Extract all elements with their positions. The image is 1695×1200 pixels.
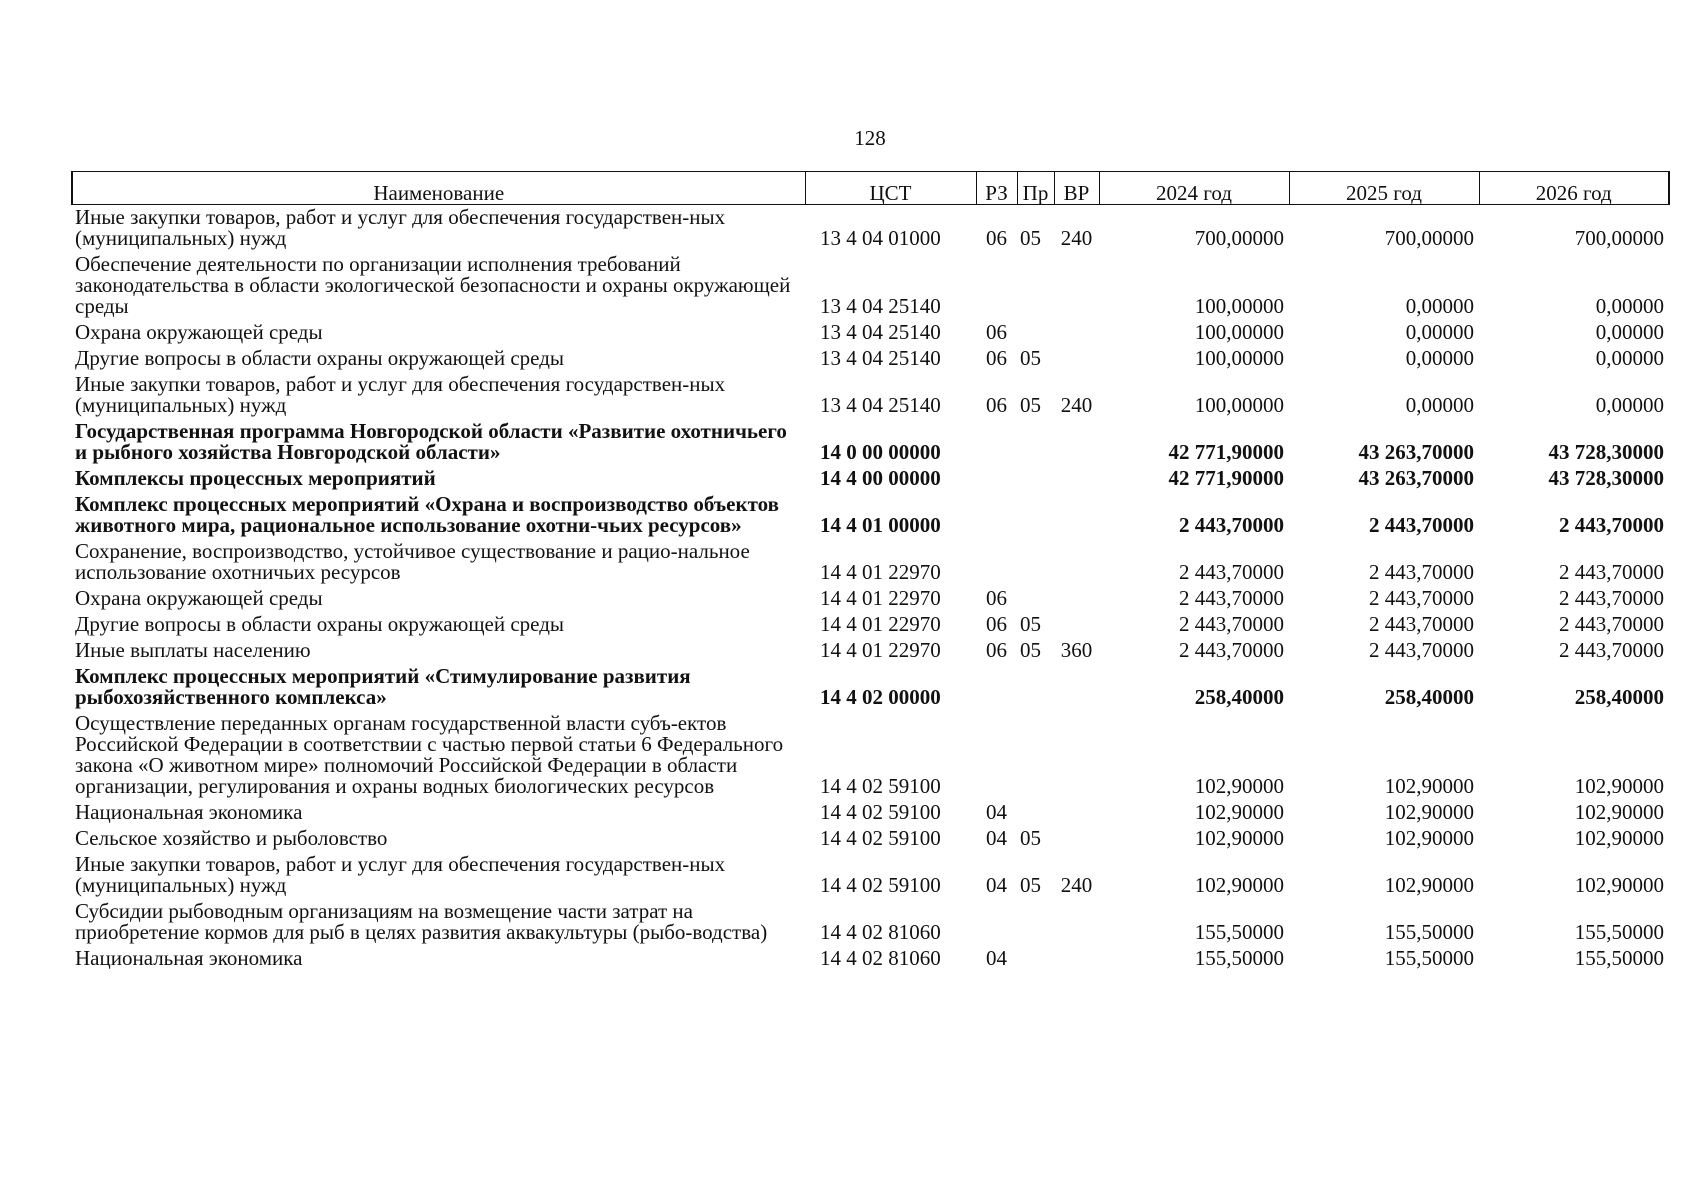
- cell-2026: 700,00000: [1574, 226, 1664, 250]
- cell-pr: 05: [1020, 826, 1041, 850]
- cell-2026: 0,00000: [1595, 393, 1664, 417]
- cell-cst: 14 4 01 22970: [820, 586, 941, 610]
- table-header: [72, 172, 1669, 205]
- cell-name: Государственная программа Новгородской области «Развитие охотничьего и рыбного хозяйства Новгородской области»: [75, 419, 787, 464]
- table-row: [72, 664, 1669, 711]
- cell-cst: 14 4 02 81060: [820, 920, 941, 944]
- cell-2026: 0,00000: [1595, 346, 1664, 370]
- cell-rz: 06: [986, 612, 1007, 636]
- cell-name: Субсидии рыбоводным организациям на возмещение части затрат на приобретение кормов для рыб в целях развития аквакультуры (рыбо-водства): [75, 899, 768, 944]
- cell-rz: [976, 711, 1017, 800]
- table-row: [72, 346, 1669, 372]
- cell-2026: 2 443,70000: [1559, 586, 1664, 610]
- cell-2026: 102,90000: [1574, 800, 1664, 824]
- cell-pr: [1017, 320, 1054, 346]
- cell-2025: 102,90000: [1384, 873, 1474, 897]
- cell-2024: 102,90000: [1194, 873, 1284, 897]
- cell-2024: 258,40000: [1194, 685, 1284, 709]
- cell-cst: 14 4 02 59100: [820, 774, 941, 798]
- cell-2024: 42 771,90000: [1168, 466, 1284, 490]
- cell-pr: 05: [1020, 346, 1041, 370]
- cell-rz: [976, 539, 1017, 586]
- cell-2024: 2 443,70000: [1179, 586, 1284, 610]
- cell-2025: 0,00000: [1405, 294, 1474, 318]
- cell-2024: 155,50000: [1194, 946, 1284, 970]
- cell-2024: 102,90000: [1194, 800, 1284, 824]
- cell-pr: [1017, 899, 1054, 946]
- table-row: [72, 492, 1669, 539]
- cell-cst: 13 4 04 25140: [820, 320, 941, 344]
- cell-rz: [976, 466, 1017, 492]
- cell-vr: [1054, 320, 1099, 346]
- cell-2025: 102,90000: [1384, 800, 1474, 824]
- cell-2025: 155,50000: [1384, 946, 1474, 970]
- cell-2025: 2 443,70000: [1369, 638, 1474, 662]
- table-row: [72, 946, 1669, 972]
- cell-cst: 14 4 02 59100: [820, 873, 941, 897]
- header-cst: ЦСТ: [805, 172, 976, 205]
- cell-2024: 100,00000: [1194, 346, 1284, 370]
- cell-rz: 04: [986, 873, 1007, 897]
- cell-2026: 102,90000: [1574, 873, 1664, 897]
- cell-rz: 06: [986, 638, 1007, 662]
- cell-pr: [1017, 492, 1054, 539]
- cell-cst: 14 4 01 22970: [820, 612, 941, 636]
- cell-2026: 155,50000: [1574, 920, 1664, 944]
- cell-pr: [1017, 586, 1054, 612]
- cell-rz: [976, 252, 1017, 320]
- cell-vr: [1054, 612, 1099, 638]
- cell-pr: 05: [1020, 612, 1041, 636]
- cell-2024: 2 443,70000: [1179, 638, 1284, 662]
- cell-2024: 100,00000: [1194, 320, 1284, 344]
- cell-vr: [1054, 586, 1099, 612]
- table-row: [72, 205, 1669, 253]
- table-row: [72, 372, 1669, 419]
- cell-vr: [1054, 664, 1099, 711]
- cell-name: Иные закупки товаров, работ и услуг для обеспечения государствен-ных (муниципальных) нужд: [75, 372, 726, 417]
- header-pr: Пр: [1017, 172, 1054, 205]
- cell-cst: 13 4 04 25140: [820, 294, 941, 318]
- cell-vr: [1054, 346, 1099, 372]
- table-row: [72, 899, 1669, 946]
- cell-2024: 102,90000: [1194, 774, 1284, 798]
- cell-rz: 06: [986, 393, 1007, 417]
- cell-2025: 155,50000: [1384, 920, 1474, 944]
- cell-2026: 155,50000: [1574, 946, 1664, 970]
- header-name: Наименование: [72, 172, 805, 205]
- cell-name: Другие вопросы в области охраны окружающей среды: [75, 346, 564, 370]
- cell-2024: 155,50000: [1194, 920, 1284, 944]
- cell-rz: [976, 899, 1017, 946]
- cell-2025: 2 443,70000: [1369, 560, 1474, 584]
- cell-name: Охрана окружающей среды: [75, 586, 323, 610]
- header-2026: 2026 год: [1479, 172, 1669, 205]
- cell-pr: 05: [1020, 226, 1041, 250]
- cell-2026: 2 443,70000: [1559, 560, 1664, 584]
- cell-pr: 05: [1020, 873, 1041, 897]
- cell-vr: [1054, 419, 1099, 466]
- cell-cst: 14 0 00 00000: [820, 440, 941, 464]
- cell-name: Охрана окружающей среды: [75, 320, 323, 344]
- cell-vr: 360: [1060, 638, 1093, 662]
- cell-2026: 0,00000: [1595, 320, 1664, 344]
- table-row: [72, 419, 1669, 466]
- cell-vr: [1054, 252, 1099, 320]
- table-row: [72, 320, 1669, 346]
- header-row: [72, 172, 1669, 205]
- cell-cst: 13 4 04 25140: [820, 346, 941, 370]
- cell-vr: [1054, 826, 1099, 852]
- cell-2025: 0,00000: [1405, 320, 1474, 344]
- cell-cst: 14 4 00 00000: [820, 466, 941, 490]
- cell-vr: [1054, 800, 1099, 826]
- table-body: [72, 205, 1669, 973]
- cell-2026: 258,40000: [1574, 685, 1664, 709]
- cell-cst: 14 4 02 00000: [820, 685, 941, 709]
- cell-vr: [1054, 946, 1099, 972]
- cell-vr: 240: [1060, 226, 1093, 250]
- cell-cst: 14 4 01 22970: [820, 638, 941, 662]
- cell-pr: [1017, 466, 1054, 492]
- cell-name: Комплекс процессных мероприятий «Охрана и воспроизводство объектов животного мира, рациональное использование охотни-чьих ресурсов»: [75, 492, 779, 537]
- cell-2025: 700,00000: [1384, 226, 1474, 250]
- cell-2026: 102,90000: [1574, 774, 1664, 798]
- cell-2026: 43 728,30000: [1548, 466, 1664, 490]
- cell-vr: [1054, 711, 1099, 800]
- cell-2025: 2 443,70000: [1369, 612, 1474, 636]
- cell-cst: 14 4 01 22970: [820, 560, 941, 584]
- cell-vr: 240: [1060, 873, 1093, 897]
- cell-vr: [1054, 466, 1099, 492]
- cell-rz: [976, 492, 1017, 539]
- cell-pr: [1017, 419, 1054, 466]
- cell-2024: 2 443,70000: [1179, 513, 1284, 537]
- cell-cst: 13 4 04 25140: [820, 393, 941, 417]
- table-row: [72, 252, 1669, 320]
- cell-vr: [1054, 899, 1099, 946]
- cell-2024: 102,90000: [1194, 826, 1284, 850]
- cell-2025: 2 443,70000: [1369, 513, 1474, 537]
- cell-name: Иные выплаты населению: [75, 638, 311, 662]
- cell-vr: 240: [1060, 393, 1093, 417]
- cell-rz: 04: [986, 826, 1007, 850]
- cell-2024: 100,00000: [1194, 393, 1284, 417]
- cell-cst: 14 4 02 81060: [820, 946, 941, 970]
- budget-table: [71, 171, 1670, 972]
- cell-2024: 100,00000: [1194, 294, 1284, 318]
- cell-rz: 04: [986, 800, 1007, 824]
- cell-2025: 102,90000: [1384, 826, 1474, 850]
- cell-cst: 13 4 04 01000: [820, 226, 941, 250]
- cell-name: Иные закупки товаров, работ и услуг для обеспечения государствен-ных (муниципальных) нужд: [75, 852, 726, 897]
- cell-pr: [1017, 711, 1054, 800]
- header-rz: РЗ: [976, 172, 1017, 205]
- cell-2025: 43 263,70000: [1358, 440, 1474, 464]
- cell-2026: 43 728,30000: [1548, 440, 1664, 464]
- cell-pr: 05: [1020, 393, 1041, 417]
- cell-2024: 2 443,70000: [1179, 612, 1284, 636]
- cell-name: Другие вопросы в области охраны окружающей среды: [75, 612, 564, 636]
- cell-2025: 2 443,70000: [1369, 586, 1474, 610]
- cell-pr: [1017, 800, 1054, 826]
- table-row: [72, 586, 1669, 612]
- cell-pr: [1017, 252, 1054, 320]
- cell-2024: 2 443,70000: [1179, 560, 1284, 584]
- cell-cst: 14 4 02 59100: [820, 826, 941, 850]
- table-row: [72, 466, 1669, 492]
- cell-2025: 43 263,70000: [1358, 466, 1474, 490]
- cell-pr: 05: [1020, 638, 1041, 662]
- cell-2026: 0,00000: [1595, 294, 1664, 318]
- cell-name: Национальная экономика: [75, 946, 303, 970]
- cell-pr: [1017, 946, 1054, 972]
- table-row: [72, 826, 1669, 852]
- cell-name: Осуществление переданных органам государственной власти субъ-ектов Российской Федерации в соответствии с частью первой статьи 6 Федерального закона «О животном мире» полномочий Российской Федерации в области организации, регулирования и охраны водных биологических ресурсов: [75, 711, 784, 798]
- cell-2026: 2 443,70000: [1559, 513, 1664, 537]
- cell-rz: 06: [986, 346, 1007, 370]
- cell-vr: [1054, 539, 1099, 586]
- cell-2024: 42 771,90000: [1168, 440, 1284, 464]
- cell-2025: 102,90000: [1384, 774, 1474, 798]
- cell-2025: 0,00000: [1405, 346, 1474, 370]
- cell-rz: [976, 419, 1017, 466]
- table-row: [72, 638, 1669, 664]
- cell-rz: 04: [986, 946, 1007, 970]
- cell-rz: [976, 664, 1017, 711]
- cell-2024: 700,00000: [1194, 226, 1284, 250]
- cell-name: Комплекс процессных мероприятий «Стимулирование развития рыбохозяйственного комплекса»: [75, 664, 691, 709]
- cell-2025: 258,40000: [1384, 685, 1474, 709]
- cell-pr: [1017, 539, 1054, 586]
- cell-cst: 14 4 01 00000: [820, 513, 941, 537]
- cell-2026: 102,90000: [1574, 826, 1664, 850]
- cell-name: Иные закупки товаров, работ и услуг для обеспечения государствен-ных (муниципальных) нужд: [75, 205, 726, 250]
- page-number: 128: [854, 126, 886, 150]
- cell-rz: 06: [986, 226, 1007, 250]
- header-2024: 2024 год: [1099, 172, 1289, 205]
- cell-rz: 06: [986, 320, 1007, 344]
- table-row: [72, 852, 1669, 899]
- cell-vr: [1054, 492, 1099, 539]
- header-vr: ВР: [1054, 172, 1099, 205]
- cell-rz: 06: [986, 586, 1007, 610]
- cell-name: Национальная экономика: [75, 800, 303, 824]
- cell-name: Сохранение, воспроизводство, устойчивое существование и рацио-нальное использование охотничьих ресурсов: [75, 539, 750, 584]
- cell-name: Сельское хозяйство и рыболовство: [75, 826, 388, 850]
- table-row: [72, 539, 1669, 586]
- header-2025: 2025 год: [1289, 172, 1479, 205]
- table-row: [72, 800, 1669, 826]
- table-row: [72, 612, 1669, 638]
- cell-2026: 2 443,70000: [1559, 638, 1664, 662]
- cell-cst: 14 4 02 59100: [820, 800, 941, 824]
- cell-2025: 0,00000: [1405, 393, 1474, 417]
- cell-name: Комплексы процессных мероприятий: [75, 466, 436, 490]
- table-row: [72, 711, 1669, 800]
- cell-2026: 2 443,70000: [1559, 612, 1664, 636]
- cell-pr: [1017, 664, 1054, 711]
- cell-name: Обеспечение деятельности по организации исполнения требований законодательства в области экологической безопасности и охраны окружающей среды: [75, 252, 791, 318]
